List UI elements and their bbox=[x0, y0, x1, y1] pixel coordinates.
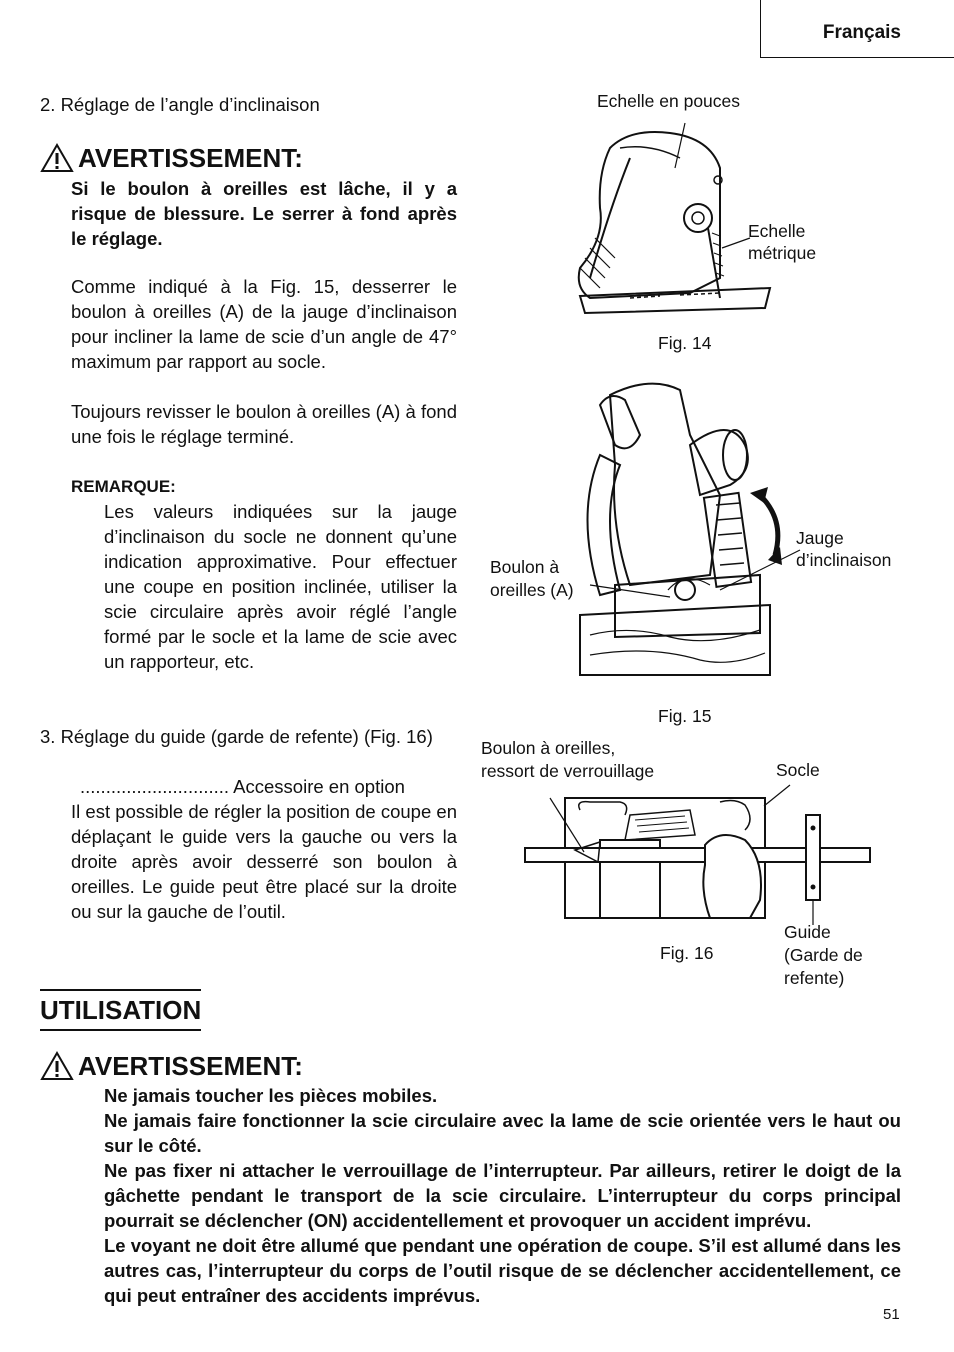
fig16-label-base: Socle bbox=[776, 760, 820, 780]
warning-heading-text: AVERTISSEMENT: bbox=[78, 143, 303, 173]
language-tab bbox=[760, 0, 954, 58]
utilisation-warning-line: Ne pas fixer ni attacher le verrouillage de l’interrupteur. Par ailleurs, retirer le doigt de la gâchette pendant le transport de la scie circulaire. L’interrupteur du corps principal pourrait se déclencher (ON) accidentellement et provoquer un accident imprévu. bbox=[104, 1160, 901, 1231]
fig14-illustration bbox=[570, 118, 780, 318]
item2-paragraph-1: Comme indiqué à la Fig. 15, desserrer le boulon à oreilles (A) de la jauge d’inclinaison pour incliner la lame de scie d’un angle de 47° maximum par rapport au socle. bbox=[71, 276, 457, 372]
warning-heading-text: AVERTISSEMENT: bbox=[78, 1051, 303, 1081]
language-label: Français bbox=[822, 22, 901, 43]
fig15-label-bolt-2: oreilles (A) bbox=[490, 580, 574, 600]
item2-warning-text: Si le boulon à oreilles est lâche, il y a risque de blessure. Le serrer à fond après le réglage. bbox=[71, 178, 457, 249]
fig15-label-bolt-1: Boulon à bbox=[490, 557, 560, 577]
item3-title: 3. Réglage du guide (garde de refente) (Fig. 16) bbox=[40, 726, 433, 747]
fig14-label-inch: Echelle en pouces bbox=[597, 91, 741, 111]
fig16-caption: Fig. 16 bbox=[660, 943, 714, 963]
fig15-label-gauge-2: d’inclinaison bbox=[796, 550, 892, 570]
utilisation-title: UTILISATION bbox=[40, 989, 201, 1031]
item2-title: 2. Réglage de l’angle d’inclinaison bbox=[40, 94, 320, 115]
fig16-label-guide-1: Guide bbox=[784, 922, 831, 942]
fig16-illustration bbox=[520, 790, 880, 925]
fig15-illustration bbox=[570, 375, 780, 680]
note-heading: REMARQUE: bbox=[71, 477, 176, 496]
utilisation-warning-heading bbox=[40, 1051, 303, 1081]
fig14-label-metric-2: métrique bbox=[748, 243, 817, 263]
fig16-label-guide-3: refente) bbox=[784, 968, 845, 988]
item2-warning-heading bbox=[40, 143, 303, 173]
item3-accessory: ............................. Accessoire en option bbox=[80, 776, 405, 797]
fig16-label-guide-2: (Garde de bbox=[784, 945, 863, 965]
utilisation-warning-line: Ne jamais toucher les pièces mobiles. bbox=[104, 1085, 438, 1106]
item2-paragraph-2: Toujours revisser le boulon à oreilles (A) à fond une fois le réglage terminé. bbox=[71, 401, 457, 447]
warning-triangle-icon bbox=[40, 1051, 74, 1081]
utilisation-warning-body bbox=[104, 1083, 901, 1308]
warning-triangle-icon bbox=[40, 143, 74, 173]
note-text: Les valeurs indiquées sur la jauge d’inclinaison du socle ne donnent qu’une indication approximative. Pour effectuer une coupe en position inclinée, utiliser la scie circulaire après avoir réglé l’angle formé par le socle et la lame de scie avec un rapporteur, etc. bbox=[104, 501, 457, 672]
fig14-label-metric-1: Echelle bbox=[748, 221, 806, 241]
fig16-label-bolt-1: Boulon à oreilles, bbox=[481, 738, 616, 758]
utilisation-warning-line: Ne jamais faire fonctionner la scie circulaire avec la lame de scie orientée vers le haut ou sur le côté. bbox=[104, 1110, 901, 1156]
fig15-caption: Fig. 15 bbox=[658, 706, 712, 726]
fig14-caption: Fig. 14 bbox=[658, 333, 712, 353]
utilisation-warning-line: Le voyant ne doit être allumé que pendant une opération de coupe. S’il est allumé dans les autres cas, l’interrupteur du corps de l’outil risque de se déclencher accidentellement, ce qui peut entraîner des accidents imprévus. bbox=[104, 1235, 901, 1306]
item3-text: Il est possible de régler la position de coupe en déplaçant le guide vers la gauche ou vers la droite après avoir desserré son boulon à oreilles. Le guide peut être placé sur la droite ou sur la gauche de l’outil. bbox=[71, 801, 457, 922]
fig16-label-bolt-2: ressort de verrouillage bbox=[481, 761, 655, 781]
page-number: 51 bbox=[883, 1306, 900, 1323]
fig15-label-gauge-1: Jauge bbox=[796, 528, 844, 548]
